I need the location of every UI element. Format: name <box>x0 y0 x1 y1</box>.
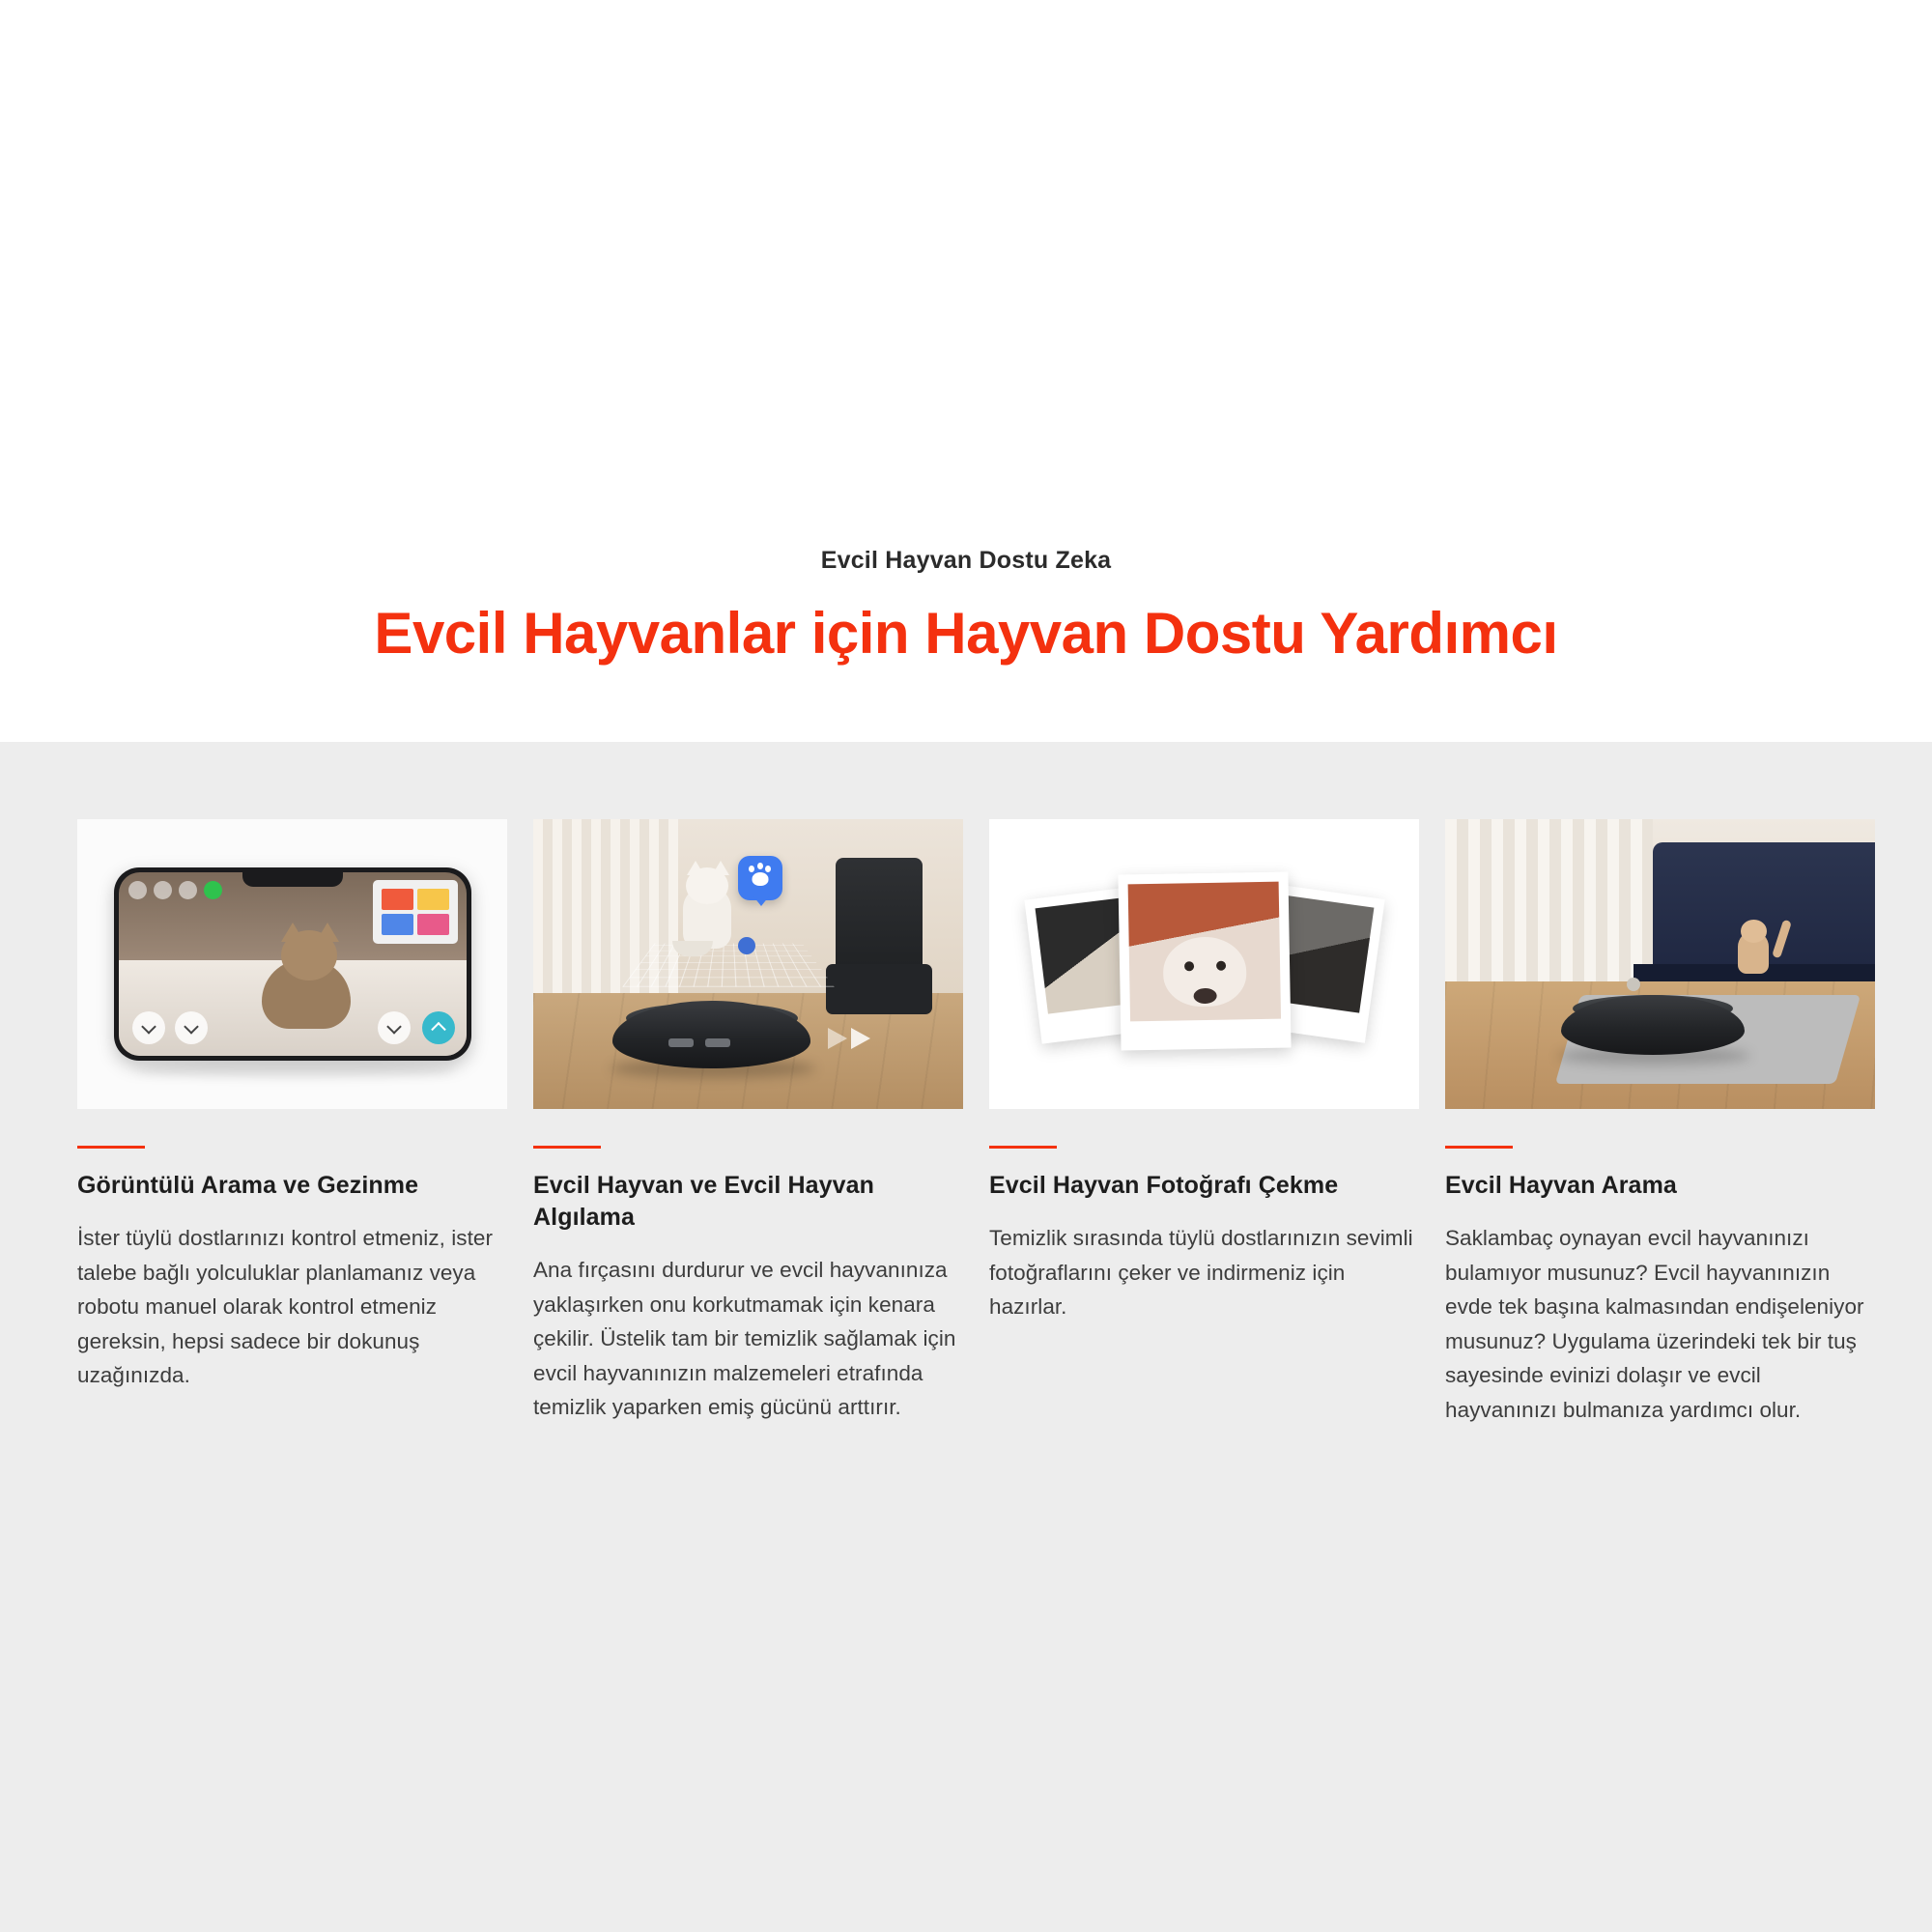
feature-card <box>989 819 1419 1324</box>
chevron-up-icon <box>422 1011 455 1044</box>
paw-badge-icon <box>738 856 782 900</box>
chevron-down-icon <box>378 1011 411 1044</box>
hero-eyebrow: Evcil Hayvan Dostu Zeka <box>820 547 1112 574</box>
feature-card <box>1445 819 1875 1427</box>
features-section <box>0 742 1932 1932</box>
pet-polaroid-photos-image <box>989 819 1419 1109</box>
map-thumbnail <box>373 880 458 944</box>
feature-card-list <box>77 819 1864 1427</box>
feature-card <box>77 819 507 1393</box>
feature-body: İster tüylü dostlarınızı kontrol etmeniz, ister talebe bağlı yolculuklar planlamanız veya robotu manuel olarak kontrol etmeniz gereksin, hepsi sadece bir dokunuş uzağınızda. <box>77 1226 494 1388</box>
detection-grid <box>622 944 834 987</box>
feature-card <box>533 819 963 1425</box>
accent-rule <box>533 1146 601 1149</box>
robot-searching-pet-bedroom-image <box>1445 819 1875 1109</box>
accent-rule <box>77 1146 145 1149</box>
page-title: Evcil Hayvanlar için Hayvan Dostu Yardımcı <box>374 601 1558 666</box>
feature-title: Görüntülü Arama ve Gezinme <box>77 1172 419 1199</box>
rotate-left-icon <box>132 1011 165 1044</box>
feature-title: Evcil Hayvan Arama <box>1445 1172 1677 1199</box>
rotate-right-icon <box>175 1011 208 1044</box>
feature-body: Saklambaç oynayan evcil hayvanınızı bulamıyor musunuz? Evcil hayvanınızın evde tek başına kalmasından endişeleniyor musunuz? Uygulama üzerindeki tek bir tuş sayesinde evinizi dolaşır ve evcil hayvanınızı bulmanıza yardımcı olur. <box>1445 1226 1864 1422</box>
accent-rule <box>989 1146 1057 1149</box>
call-icon <box>204 881 222 899</box>
feature-body: Ana fırçasını durdurur ve evcil hayvanınıza yaklaşırken onu korkutmamak için kenara çekilir. Üstelik tam bir temizlik sağlamak için evcil hayvanınızın malzemeleri etrafında temizlik yaparken emiş gücünü arttırır. <box>533 1258 956 1420</box>
camera-icon <box>179 881 197 899</box>
polaroid-photo <box>1118 871 1291 1050</box>
mic-icon <box>154 881 172 899</box>
feature-title: Evcil Hayvan Fotoğrafı Çekme <box>989 1172 1339 1199</box>
video-call-topbar <box>128 881 222 899</box>
phone-video-call-cat-image <box>77 819 507 1109</box>
hero-section <box>0 0 1932 742</box>
back-icon <box>128 881 147 899</box>
feature-body: Temizlik sırasında tüylü dostlarınızın sevimli fotoğraflarını çeker ve indirmeniz için hazırlar. <box>989 1226 1413 1320</box>
accent-rule <box>1445 1146 1513 1149</box>
feature-title: Evcil Hayvan ve Evcil Hayvan Algılama <box>533 1172 875 1231</box>
robot-vacuum-pet-detection-image <box>533 819 963 1109</box>
smartphone-illustration <box>114 867 471 1061</box>
